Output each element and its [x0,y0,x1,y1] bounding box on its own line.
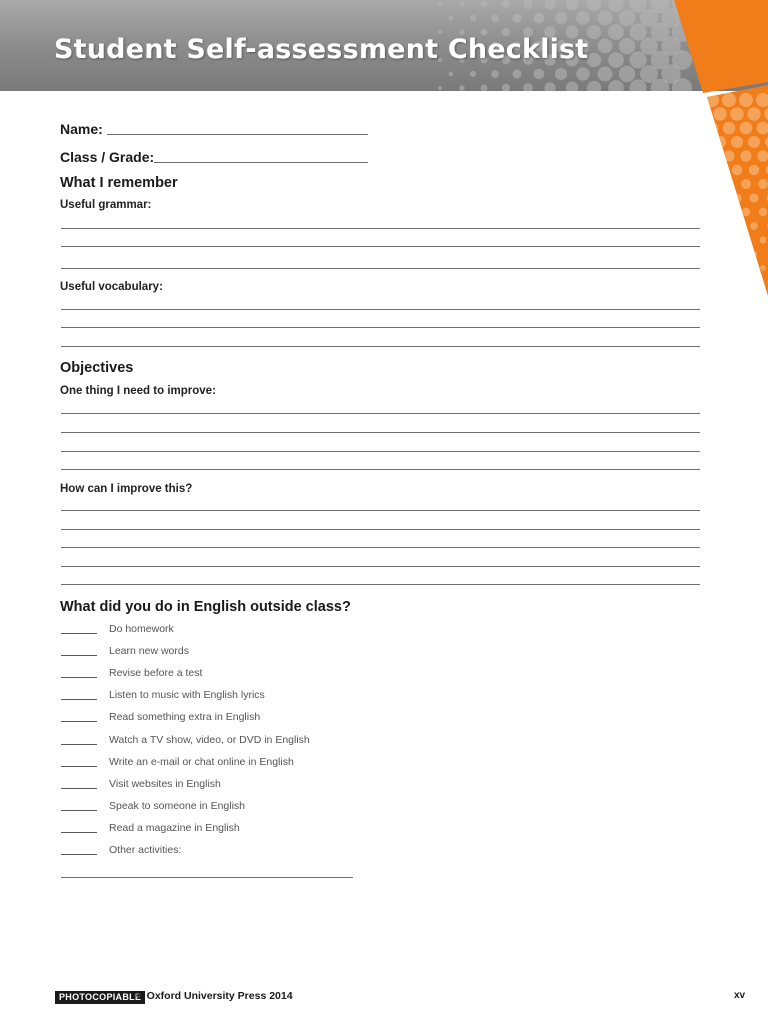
orange-dot [749,193,758,202]
activity-item: Read something extra in English [109,711,261,723]
activity-item: Listen to music with English lyrics [109,689,265,701]
activity-check-line[interactable] [61,854,97,855]
dot [534,69,545,80]
dot [449,72,454,77]
dot [491,14,499,22]
dot [576,67,590,81]
activity-item: Speak to someone in English [109,800,246,812]
dot [608,0,624,12]
class-grade-line[interactable] [154,162,368,163]
dot [491,70,499,78]
dot [449,16,454,21]
copyright-text: © Oxford University Press 2014 [136,990,293,1002]
orange-dot [732,165,743,176]
orange-dot [760,237,767,244]
orange-dot [706,150,717,161]
dot [470,15,476,21]
orange-dot [708,208,716,216]
orange-dot [740,122,753,135]
orange-dot [752,280,757,285]
orange-dot [709,237,716,244]
orange-dot [713,107,726,120]
how-improve-line[interactable] [61,566,700,567]
orange-dot [714,136,726,148]
orange-dot [709,265,715,271]
how-improve-line[interactable] [61,584,700,585]
activity-check-line[interactable] [61,810,97,811]
orange-dot [706,122,719,135]
orange-dot [705,93,719,107]
grammar-line[interactable] [61,268,700,269]
orange-dot [764,107,768,120]
improve-label: One thing I need to improve: [60,385,216,397]
orange-dot [759,208,767,216]
dot [608,24,624,40]
activity-check-line[interactable] [61,744,97,745]
orange-dot [740,150,751,161]
activity-item: Do homework [109,623,174,635]
vocabulary-line[interactable] [61,327,700,328]
grammar-line[interactable] [61,228,700,229]
activity-item: Other activities: [109,844,182,856]
page-title: Student Self-assessment Checklist [54,34,589,65]
improve-line[interactable] [61,469,700,470]
improve-line[interactable] [61,413,700,414]
other-activities-line[interactable] [61,877,353,878]
what-i-remember-heading: What I remember [60,175,178,191]
vocabulary-line[interactable] [61,309,700,310]
dot [523,0,533,9]
activity-item: Learn new words [109,645,189,657]
dot [598,11,613,26]
dot [438,86,442,90]
orange-panel-lower [707,85,768,296]
dot [587,0,601,11]
orange-dot [730,107,743,120]
how-improve-label: How can I improve this? [60,483,193,495]
page-number: xv [734,990,746,1001]
dot [502,0,510,8]
dot [587,81,601,91]
orange-dot [749,165,760,176]
orange-dot [731,136,743,148]
dot [608,52,624,68]
orange-dot [733,222,741,230]
dot [619,66,635,82]
dot [512,13,521,22]
improve-line[interactable] [61,432,700,433]
activity-item: Visit websites in English [109,778,221,790]
dot [459,1,464,6]
orange-dot [707,179,717,189]
dot [470,71,476,77]
how-improve-line[interactable] [61,529,700,530]
activity-item: Read a magazine in English [109,822,240,834]
name-label: Name: [60,121,103,137]
dot [608,80,624,91]
photocopiable-badge: PHOTOCOPIABLE [55,991,145,1004]
orange-dot [724,179,734,189]
activity-check-line[interactable] [61,655,97,656]
orange-dot [715,165,726,176]
orange-dot [723,150,734,161]
dot [629,51,646,68]
dot [555,68,567,80]
dot [598,67,613,82]
dot [523,83,533,91]
orange-dot [742,208,750,216]
dot [629,23,646,40]
orange-dot [718,280,723,285]
dot [544,82,555,91]
orange-dot [717,251,723,257]
header-band [0,0,768,91]
vocabulary-line[interactable] [61,346,700,347]
activity-check-line[interactable] [61,788,97,789]
dot [566,82,579,91]
orange-dot [747,107,760,120]
dot [587,53,601,67]
activity-item: Revise before a test [109,667,203,679]
activity-check-line[interactable] [61,766,97,767]
dot [619,38,635,54]
dot [512,69,521,78]
orange-dot [732,193,741,202]
useful-grammar-label: Useful grammar: [60,199,152,211]
orange-dot [757,122,768,135]
activity-check-line[interactable] [61,633,97,634]
outside-class-heading: What did you do in English outside class? [60,599,351,615]
orange-dot [739,93,753,107]
activity-check-line[interactable] [61,677,97,678]
activity-check-line[interactable] [61,832,97,833]
dot [481,85,488,91]
dot [502,84,510,91]
useful-vocabulary-label: Useful vocabulary: [60,281,163,293]
activity-check-line[interactable] [61,721,97,722]
orange-dot [741,179,751,189]
orange-dot [734,251,740,257]
dot [534,13,545,24]
improve-line[interactable] [61,451,700,452]
objectives-heading: Objectives [60,360,134,376]
dot [459,85,464,90]
how-improve-line[interactable] [61,547,700,548]
dot [587,25,601,39]
orange-dot [758,179,768,189]
dot [481,1,488,8]
activity-item: Watch a TV show, video, or DVD in English [109,734,310,746]
dot [598,39,613,54]
orange-dot [725,208,733,216]
orange-dot [716,222,724,230]
orange-dot [750,222,758,230]
orange-dot [735,280,740,285]
dot [555,12,567,24]
orange-dot [756,93,768,107]
activity-item: Write an e-mail or chat online in English [109,756,294,768]
orange-dot [726,265,732,271]
orange-dot [751,251,757,257]
how-improve-line[interactable] [61,510,700,511]
orange-dot [726,237,733,244]
orange-dot [743,237,750,244]
dot [438,2,442,6]
orange-dot [757,150,768,161]
orange-dot [715,193,724,202]
activity-check-line[interactable] [61,699,97,700]
orange-dot [748,136,760,148]
orange-dot [760,265,766,271]
grammar-line[interactable] [61,246,700,247]
orange-dot [723,122,736,135]
dot [576,11,590,25]
name-line[interactable] [107,134,368,135]
orange-dot [722,93,736,107]
dot [619,10,635,26]
dot [544,0,555,10]
dot [566,0,579,10]
orange-dot [743,265,749,271]
class-grade-label: Class / Grade: [60,149,155,165]
